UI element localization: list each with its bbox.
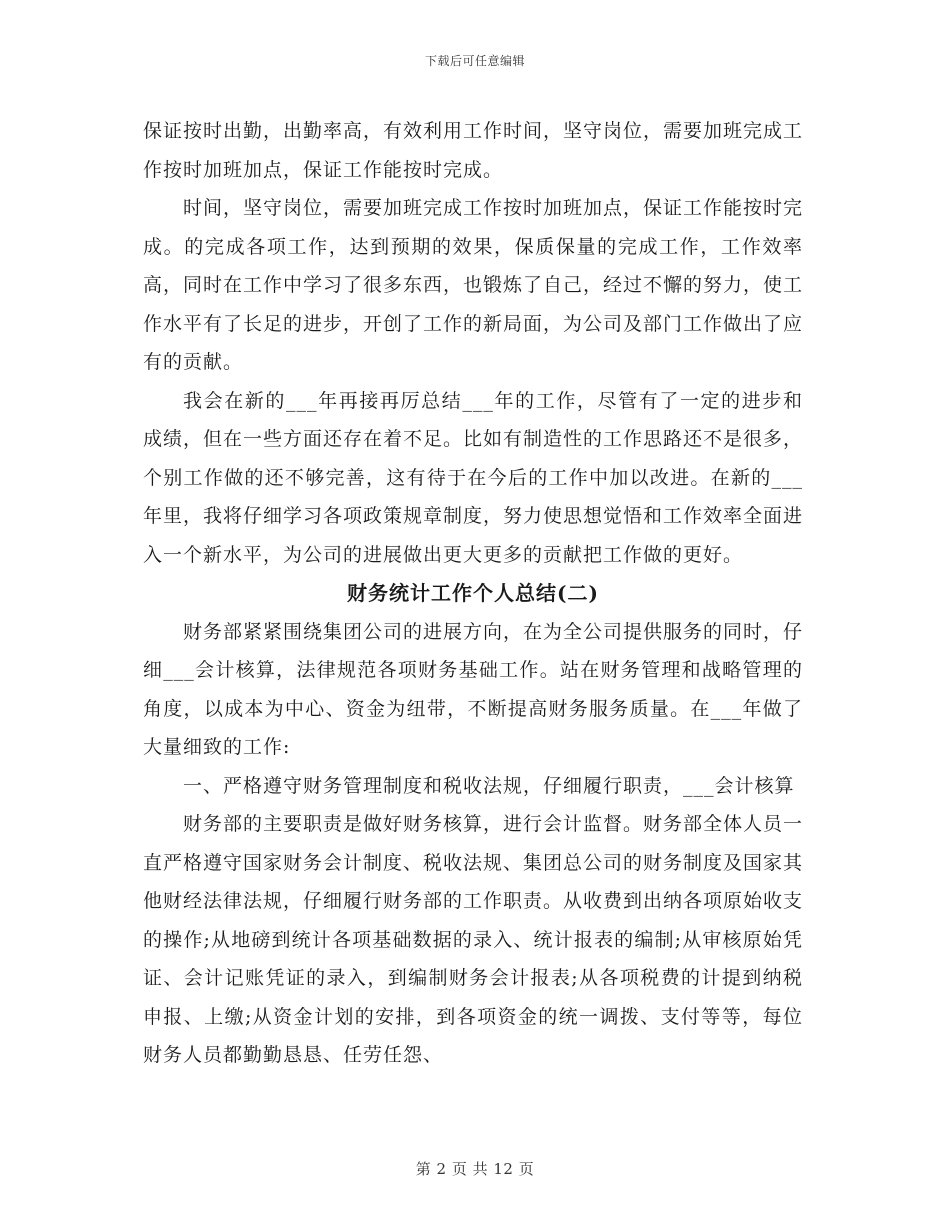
paragraph-3: 我会在新的___年再接再厉总结___年的工作，尽管有了一定的进步和成绩，但在一些方面还存在着不足。比如有制造性的工作思路还不是很多，个别工作做的还不够完善，这有待于在今后的工作中加以改进。在新的___年里，我将仔细学习各项政策规章制度，努力使思想觉悟和工作效率全面进入一个新水平，为公司的进展做出更大更多的贡献把工作做的更好。 [143, 389, 804, 566]
section-paragraph-1: 财务部紧紧围绕集团公司的进展方向，在为全公司提供服务的同时，仔细___会计核算，法律规范各项财务基础工作。站在财务管理和战略管理的角度，以成本为中心、资金为纽带，不断提高财务服务质量。在___年做了大量细致的工作: [143, 620, 804, 758]
paragraph-2: 时间，坚守岗位，需要加班完成工作按时加班加点，保证工作能按时完成。的完成各项工作，达到预期的效果，保质保量的完成工作，工作效率高，同时在工作中学习了很多东西，也锻炼了自己，经过不懈的努力，使工作水平有了长足的进步，开创了工作的新局面，为公司及部门工作做出了应有的贡献。 [143, 197, 804, 373]
page-number: 第 2 页 共 12 页 [415, 1160, 535, 1178]
document-body [143, 112, 803, 1075]
section-heading-item-1: 一、严格遵守财务管理制度和税收法规，仔细履行职责，___会计核算 [183, 774, 795, 797]
section-title: 财务统计工作个人总结(二) [347, 581, 599, 605]
paragraph-1: 保证按时出勤，出勤率高，有效利用工作时间，坚守岗位，需要加班完成工作按时加班加点，保证工作能按时完成。 [143, 120, 804, 181]
header-note: 下载后可任意编辑 [424, 54, 525, 68]
section-paragraph-2: 财务部的主要职责是做好财务核算，进行会计监督。财务部全体人员一直严格遵守国家财务会计制度、税收法规、集团总公司的财务制度及国家其他财经法律法规，仔细履行财务部的工作职责。从收费到出纳各项原始收支的操作;从地磅到统计各项基础数据的录入、统计报表的编制;从审核原始凭证、会计记账凭证的录入，到编制财务会计报表;从各项税费的计提到纳税申报、上缴;从资金计划的安排，到各项资金的统一调拨、支付等等，每位财务人员都勤勤恳恳、任劳任怨、 [143, 813, 804, 1066]
